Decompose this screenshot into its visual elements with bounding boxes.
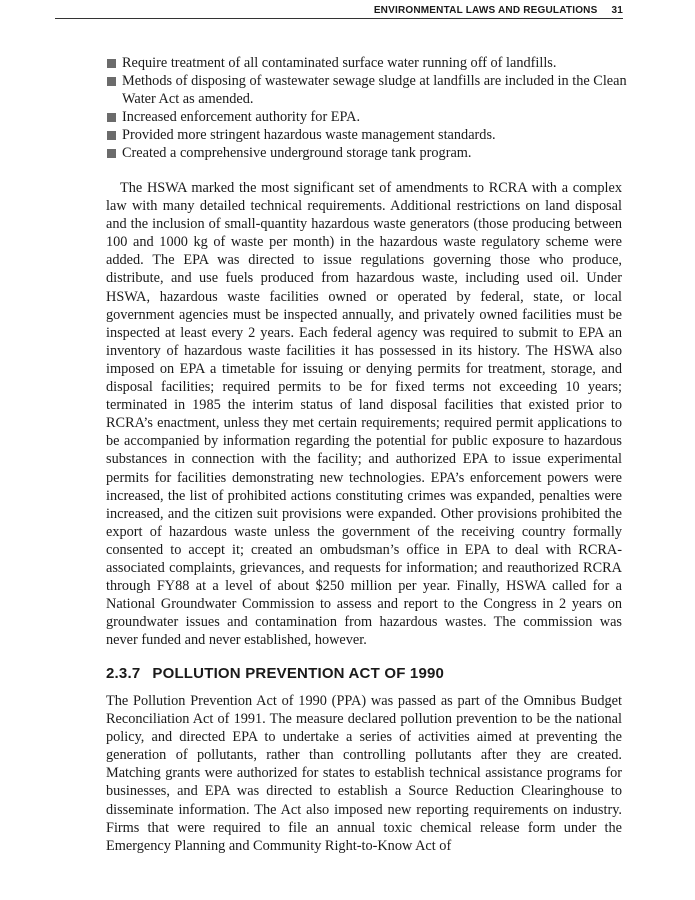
- list-item: [107, 108, 627, 126]
- list-item-text: Created a comprehensive underground storage tank program.: [122, 145, 472, 162]
- section-number: 2.3.7: [106, 665, 141, 682]
- list-item-text: Methods of disposing of wastewater sewage sludge at landfills are included in the Clean Water Act as amended.: [122, 73, 627, 108]
- running-title: ENVIRONMENTAL LAWS AND REGULATIONS: [373, 5, 598, 16]
- list-item: [107, 54, 627, 72]
- page-number: 31: [611, 5, 623, 16]
- running-header: [55, 4, 623, 19]
- list-item-text: Require treatment of all contaminated surface water running off of landfills.: [122, 55, 557, 71]
- square-bullet-icon: [107, 77, 116, 86]
- section-title: POLLUTION PREVENTION ACT OF 1990: [152, 665, 445, 682]
- list-item-text: Increased enforcement authority for EPA.: [122, 109, 361, 126]
- section-heading: [106, 664, 444, 684]
- list-item: [107, 126, 627, 144]
- ppa-paragraph: The Pollution Prevention Act of 1990 (PPA) was passed as part of the Omnibus Budget Reconciliation Act of 1991. The measure declared pollution prevention to be the national policy, and directed EPA to undertake a series of activities aimed at preventing the generation of pollutants, rather than controlling pollutants after they are created. Matching grants were authorized for states to establish technical assistance programs for businesses, and EPA was directed to establish a Source Reduction Clearinghouse to disseminate information. The Act also imposed new reporting requirements on industry. Firms that were required to file an annual toxic chemical release form under the Emergency Planning and Community Right-to-Know Act of: [106, 693, 622, 854]
- square-bullet-icon: [107, 149, 116, 158]
- bullet-list: [107, 54, 627, 163]
- square-bullet-icon: [107, 113, 116, 122]
- hswa-paragraph: The HSWA marked the most significant set of amendments to RCRA with a complex law with many detailed technical requirements. Additional restrictions on land disposal and the inclusion of small-quantity hazardous waste generators (those producing between 100 and 1000 kg of waste per month) in the hazardous waste regulatory scheme were added. The EPA was directed to issue regulations governing those who produce, distribute, and use fuels produced from hazardous waste, including used oil. Under HSWA, hazardous waste facilities owned or operated by federal, state, or local government agencies must be inspected annually, and privately owned facilities must be inspected at least every 2 years. Each federal agency was required to submit to EPA an inventory of hazardous waste facilities it has possessed in its history. The HSWA also imposed on EPA a timetable for issuing or denying permits for treatment, storage, and disposal facilities; required permits to be for fixed terms not exceeding 10 years; terminated in 1985 the interim status of land disposal facilities that existed prior to RCRA’s enactment, unless they met certain requirements; required permit applications to be accompanied by information regarding the potential for public exposure to hazardous substances in connection with the facility; and authorized EPA to issue experimental permits for facilities demonstrating new technologies. EPA’s enforcement powers were increased, the list of prohibited actions constituting crimes was expanded, penalties were increased, and the citizen suit provisions were expanded. Other provisions prohibited the export of hazardous waste unless the government of the receiving country formally consented to accept it; created an ombudsman’s office in EPA to deal with RCRA-associated complaints, grievances, and requests for information; and reauthorized RCRA through FY88 at a level of about $250 million per year. Finally, HSWA called for a National Groundwater Commission to assess and report to the Congress in 2 years on groundwater issues and contamination from hazardous wastes. The commission was never funded and never established, however.: [106, 180, 622, 649]
- list-item: [107, 144, 627, 162]
- list-item: [107, 72, 627, 108]
- square-bullet-icon: [107, 59, 116, 68]
- list-item-text: Provided more stringent hazardous waste management standards.: [122, 127, 496, 144]
- square-bullet-icon: [107, 131, 116, 140]
